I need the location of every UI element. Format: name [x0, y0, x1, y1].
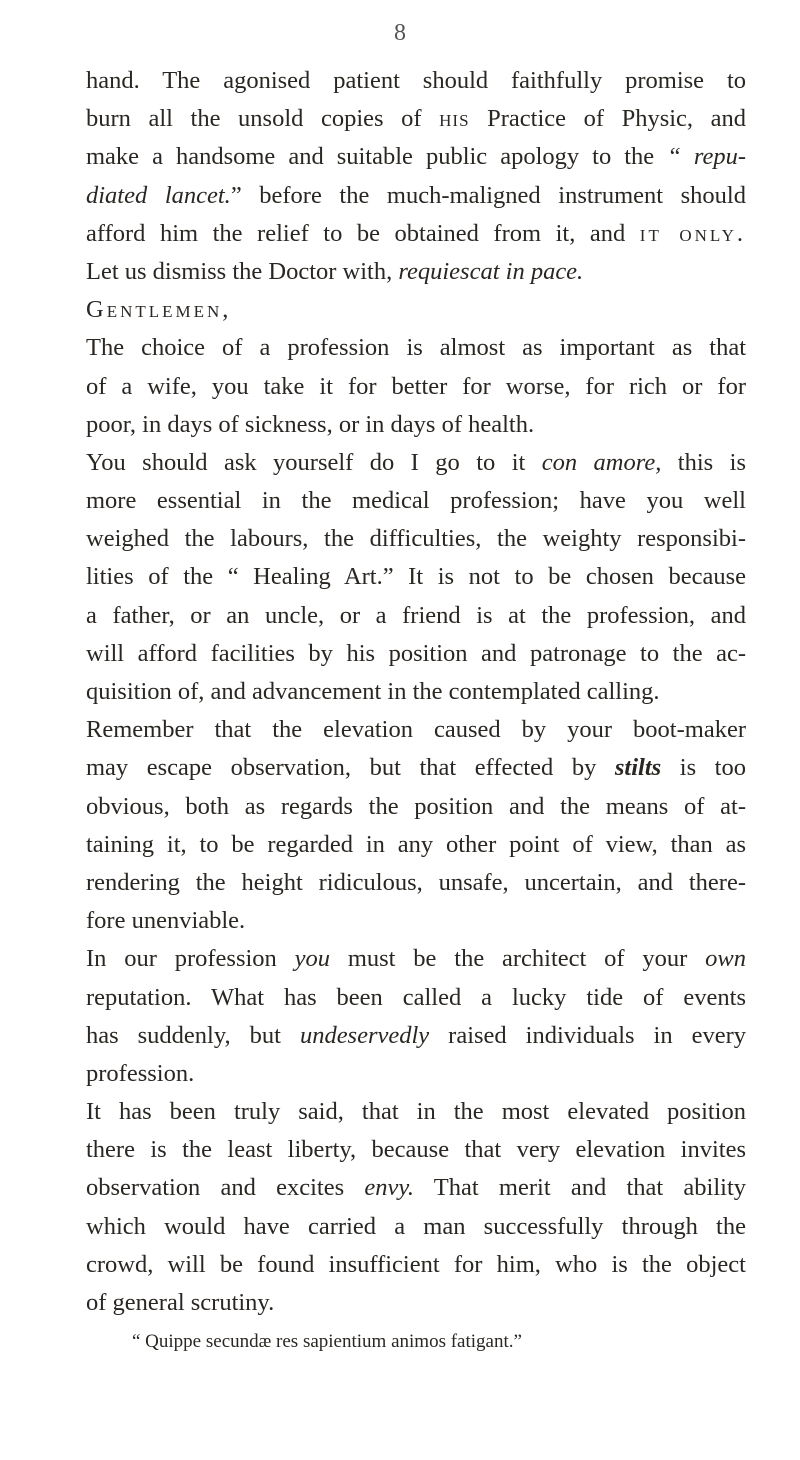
body-text: [86, 62, 746, 1356]
footnote: “ Quippe secundæ res sapientium animos fatigant.”: [132, 1331, 522, 1353]
italic-phrase: “ repu-: [667, 143, 746, 171]
italic-phrase: you: [294, 945, 330, 973]
text-line: poor, in days of sickness, or in days of health.: [86, 410, 535, 438]
text-line: taining it, to be regarded in any other point of view, than as: [86, 830, 746, 858]
text-line: profession.: [86, 1059, 195, 1087]
italic-phrase: stilts: [614, 754, 662, 782]
text-line: of general scrutiny.: [86, 1289, 275, 1316]
text-line: Let us dismiss the Doctor with, requiescat in pace.: [86, 257, 584, 285]
text-line: The choice of a profession is almost as important as that: [86, 334, 746, 362]
text-line: of a wife, you take it for better for worse, for rich or for: [86, 372, 746, 400]
salutation: Gentlemen,: [86, 296, 232, 324]
text-line: has suddenly, but undeservedly raised individuals in every: [86, 1021, 746, 1049]
text-line: observation and excites envy. That merit and that ability: [86, 1174, 747, 1202]
text-line: Remember that the elevation caused by your boot-maker: [86, 716, 746, 744]
text-line: there is the least liberty, because that very elevation invites: [86, 1136, 746, 1164]
italic-phrase: undeservedly: [299, 1021, 430, 1049]
page-number: 8: [394, 20, 406, 46]
text-line: rendering the height ridiculous, unsafe, uncertain, and there-: [86, 868, 746, 896]
text-line: hand. The agonised patient should faithfully promise to: [86, 67, 746, 94]
text-line: It has been truly said, that in the most elevated position: [86, 1098, 746, 1126]
text-line: obvious, both as regards the position and the means of at-: [86, 792, 746, 820]
text-line: which would have carried a man successfully through the: [86, 1212, 746, 1240]
text-line: crowd, will be found insufficient for him, who is the object: [86, 1250, 746, 1278]
text-line: a father, or an uncle, or a friend is at the profession, and: [86, 601, 746, 629]
text-line: more essential in the medical profession; have you well: [86, 487, 746, 515]
text-line: In our profession you must be the architect of your own: [86, 945, 746, 973]
italic-phrase: diated lancet.: [86, 181, 231, 209]
italic-phrase: requiescat in pace.: [398, 257, 584, 285]
text-line: make a handsome and suitable public apology to the “ repu-: [86, 143, 746, 171]
italic-phrase: own: [705, 945, 746, 973]
small-caps-phrase: it only.: [639, 219, 747, 247]
text-line: reputation. What has been called a lucky tide of events: [86, 983, 746, 1011]
text-line: You should ask yourself do I go to it con amore, this is: [86, 448, 746, 476]
text-line: diated lancet.” before the much-maligned instrument should: [86, 181, 746, 209]
text-line: lities of the “ Healing Art.” It is not to be chosen because: [86, 563, 746, 591]
text-line: will afford facilities by his position and patronage to the ac-: [86, 639, 746, 667]
text-line: weighed the labours, the difficulties, the weighty responsibi-: [86, 525, 746, 553]
text-line: afford him the relief to be obtained from it, and it only.: [86, 219, 747, 247]
small-caps-word: his: [439, 105, 470, 133]
italic-phrase: envy.: [364, 1174, 415, 1202]
italic-phrase: con amore,: [541, 448, 662, 476]
text-line: fore unenviable.: [86, 907, 246, 935]
text-line: quisition of, and advancement in the contemplated calling.: [86, 678, 660, 705]
text-line: burn all the unsold copies of his Practice of Physic, and: [86, 105, 746, 133]
text-line: may escape observation, but that effected by stilts is too: [86, 754, 746, 782]
